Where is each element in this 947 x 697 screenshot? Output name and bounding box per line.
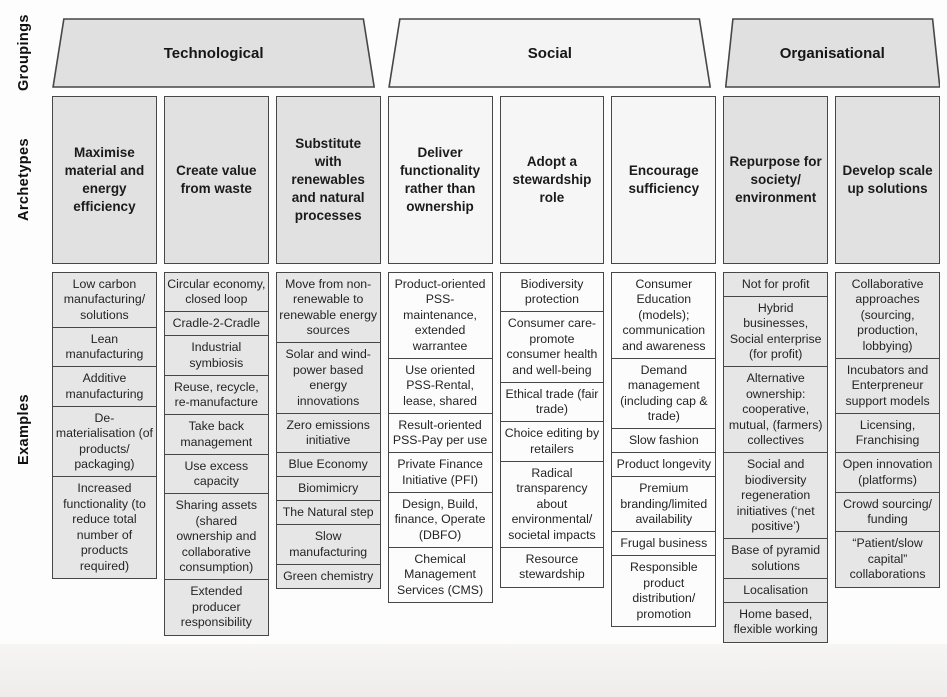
example-cell: Increased functionality (to reduce total number of products required) bbox=[52, 476, 157, 579]
example-cell: Base of pyramid solutions bbox=[723, 538, 828, 579]
example-cell: Social and biodiversity regeneration initiatives (‘net positive’) bbox=[723, 452, 828, 539]
example-cell: Slow fashion bbox=[611, 428, 716, 453]
row-label-groupings: Groupings bbox=[16, 14, 32, 92]
example-cell: The Natural step bbox=[276, 500, 381, 525]
example-cell: Product-oriented PSS-maintenance, extended warrantee bbox=[388, 272, 493, 359]
archetype-create-value-from-waste: Create value from waste bbox=[164, 96, 269, 264]
example-cell: “Patient/slow capital” collaborations bbox=[835, 531, 940, 587]
example-cell: Premium branding/limited availability bbox=[611, 476, 716, 532]
archetype-repurpose-for-society-environment: Repurpose for society/ environment bbox=[723, 96, 828, 264]
row-label-rail bbox=[0, 0, 50, 697]
grouping-label: Technological bbox=[163, 44, 264, 62]
example-cell: Choice editing by retailers bbox=[500, 421, 605, 462]
row-label-archetypes: Archetypes bbox=[16, 138, 32, 222]
example-cell: Result-oriented PSS-Pay per use bbox=[388, 413, 493, 454]
example-cell: Additive manufacturing bbox=[52, 366, 157, 407]
examples-column-repurpose-for-society-environment bbox=[723, 272, 828, 643]
example-cell: Industrial symbiosis bbox=[164, 335, 269, 376]
grouping-label: Social bbox=[527, 44, 572, 62]
example-cell: Crowd sourcing/ funding bbox=[835, 492, 940, 533]
example-cell: Cradle-2-Cradle bbox=[164, 311, 269, 336]
grouping-label: Organisational bbox=[779, 44, 885, 62]
example-cell: Sharing assets (shared ownership and collaborative consumption) bbox=[164, 493, 269, 580]
example-cell: Alternative ownership: cooperative, mutual, (farmers) collectives bbox=[723, 366, 828, 453]
example-cell: Localisation bbox=[723, 578, 828, 603]
example-cell: Green chemistry bbox=[276, 564, 381, 589]
example-cell: Licensing, Franchising bbox=[835, 413, 940, 454]
example-cell: Use excess capacity bbox=[164, 454, 269, 495]
examples-column-develop-scale-up-solutions bbox=[835, 272, 940, 588]
example-cell: Lean manufacturing bbox=[52, 327, 157, 368]
example-cell: Zero emissions initiative bbox=[276, 413, 381, 454]
example-cell: Chemical Management Services (CMS) bbox=[388, 547, 493, 603]
example-cell: Slow manufacturing bbox=[276, 524, 381, 565]
example-cell: Biomimicry bbox=[276, 476, 381, 501]
example-cell: Resource stewardship bbox=[500, 547, 605, 588]
archetypes-row bbox=[52, 96, 940, 264]
example-cell: Move from non-renewable to renewable energy sources bbox=[276, 272, 381, 344]
diagram-content bbox=[52, 0, 940, 643]
grouping-technological bbox=[52, 18, 375, 88]
example-cell: De-materialisation (of products/ packaging) bbox=[52, 406, 157, 478]
archetype-adopt-a-stewardship-role: Adopt a stewardship role bbox=[500, 96, 605, 264]
archetype-maximise-material-and-energy-efficiency: Maximise material and energy efficiency bbox=[52, 96, 157, 264]
example-cell: Extended producer responsibility bbox=[164, 579, 269, 635]
example-cell: Design, Build, finance, Operate (DBFO) bbox=[388, 492, 493, 548]
example-cell: Demand management (including cap & trade) bbox=[611, 358, 716, 430]
example-cell: Frugal business bbox=[611, 531, 716, 556]
examples-row bbox=[52, 272, 940, 643]
example-cell: Incubators and Enterpreneur support models bbox=[835, 358, 940, 414]
grouping-social bbox=[388, 18, 711, 88]
page-bottom-shading bbox=[0, 644, 947, 697]
groupings-row bbox=[52, 18, 940, 88]
example-cell: Take back management bbox=[164, 414, 269, 455]
grouping-organisational bbox=[725, 18, 941, 88]
examples-column-create-value-from-waste bbox=[164, 272, 269, 636]
example-cell: Private Finance Initiative (PFI) bbox=[388, 452, 493, 493]
example-cell: Consumer Education (models); communication and awareness bbox=[611, 272, 716, 359]
example-cell: Reuse, recycle, re-manufacture bbox=[164, 375, 269, 416]
example-cell: Home based, flexible working bbox=[723, 602, 828, 643]
examples-column-substitute-with-renewables-and-natural-processes bbox=[276, 272, 381, 589]
examples-column-adopt-a-stewardship-role bbox=[500, 272, 605, 588]
archetype-substitute-with-renewables-and-natural-processes: Substitute with renewables and natural processes bbox=[276, 96, 381, 264]
archetype-develop-scale-up-solutions: Develop scale up solutions bbox=[835, 96, 940, 264]
example-cell: Not for profit bbox=[723, 272, 828, 297]
example-cell: Radical transparency about environmental/ societal impacts bbox=[500, 461, 605, 548]
examples-column-maximise-material-and-energy-efficiency bbox=[52, 272, 157, 579]
example-cell: Low carbon manufacturing/ solutions bbox=[52, 272, 157, 328]
example-cell: Ethical trade (fair trade) bbox=[500, 382, 605, 423]
example-cell: Collaborative approaches (sourcing, production, lobbying) bbox=[835, 272, 940, 359]
examples-column-encourage-sufficiency bbox=[611, 272, 716, 627]
example-cell: Blue Economy bbox=[276, 452, 381, 477]
example-cell: Biodiversity protection bbox=[500, 272, 605, 313]
example-cell: Responsible product distribution/ promotion bbox=[611, 555, 716, 627]
example-cell: Open innovation (platforms) bbox=[835, 452, 940, 493]
example-cell: Hybrid businesses, Social enterprise (for profit) bbox=[723, 296, 828, 368]
example-cell: Solar and wind-power based energy innovations bbox=[276, 342, 381, 414]
examples-column-deliver-functionality-rather-than-ownership bbox=[388, 272, 493, 603]
archetype-encourage-sufficiency: Encourage sufficiency bbox=[611, 96, 716, 264]
example-cell: Circular economy, closed loop bbox=[164, 272, 269, 313]
row-label-examples: Examples bbox=[16, 394, 32, 466]
example-cell: Use oriented PSS-Rental, lease, shared bbox=[388, 358, 493, 414]
example-cell: Consumer care-promote consumer health and well-being bbox=[500, 311, 605, 383]
archetype-deliver-functionality-rather-than-ownership: Deliver functionality rather than ownership bbox=[388, 96, 493, 264]
example-cell: Product longevity bbox=[611, 452, 716, 477]
